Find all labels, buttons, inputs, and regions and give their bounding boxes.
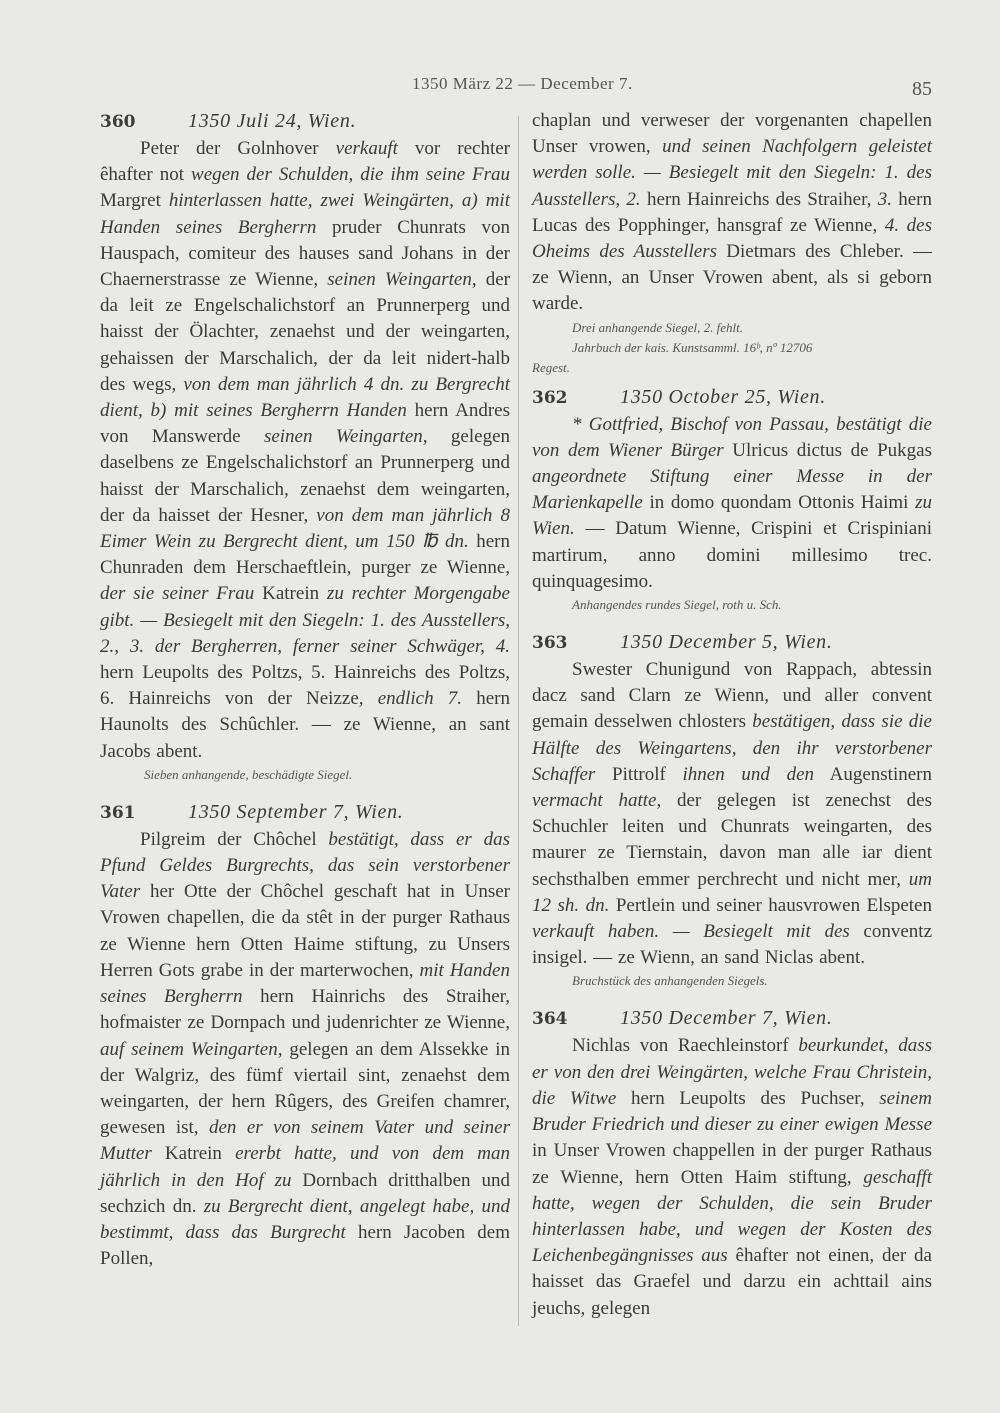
seal-note: Drei anhangende Siegel, 2. fehlt.	[572, 319, 744, 335]
entry-361-continuation	[532, 108, 932, 378]
right-column	[532, 108, 932, 1322]
entry-360	[100, 108, 510, 785]
left-column	[100, 108, 510, 1272]
entry-heading	[532, 384, 932, 411]
running-head	[0, 74, 1000, 98]
entry-text: * Gottfried, Bischof von Passau, bestätigt die von dem Wiener Bürger Ulricus dictus de Pukgas angeordnete Stiftung einer Messe in der Marienkapelle in domo quondam Ottonis Haimi zu Wien. — Datum Wienne, Crispini et Crispiniani martirum, anno domini millesimo trec. quinquagesimo.	[532, 413, 932, 592]
entry-364	[532, 1005, 932, 1321]
regest-note: Regest.	[532, 359, 570, 375]
seal-note: Sieben anhangende, beschädigte Siegel.	[144, 766, 353, 782]
entry-text: Pilgreim der Chôchel bestätigt, dass er das Pfund Geldes Burgrechts, das sein verstorbener Vater her Otte der Chôchel geschaft hat in Unser Vrowen chapellen, die da stêt in der purger Rathaus ze Wienne hern Otten Haime stiftung, zu Unsers Herren Gots grabe in der marterwochen, mit Handen seines Bergherrn hern Hainrichs des Straiher, hofmaister ze Dornpach und judenrichter ze Wienne, auf seinem Weingarten, gelegen an dem Alssekke in der Walgriz, des fümf viertail sint, zenaehst dem weingarten, der hern Rûgers, des Greifen chamrer, gewesen ist, den er von seinem Vater und seiner Mutter Katrein ererbt hatte, und von dem man jährlich in den Hof zu Dornbach dritthalben und sechzich dn. zu Bergrecht dient, angelegt habe, und bestimmt, dass das Burgrecht hern Jacoben dem Pollen,	[100, 828, 511, 1270]
entry-heading	[532, 629, 932, 656]
entry-number: 363	[532, 633, 568, 654]
entry-heading	[100, 799, 510, 826]
entry-text: Peter der Golnhover verkauft vor rechter êhafter not wegen der Schulden, die ihm seine Frau Margret hinterlassen hatte, zwei Weingärten, a) mit Handen seines Bergherrn pruder Chunrats von Hauspach, comiteur des hauses sand Johans in der Chaernerstrasse ze Wienne, seinen Weingarten, der da leit ze Engelschalichstorf an Prunnerperg und haisst der Ölachter, zenaehst und der weingarten, gehaissen der Marschalich, der da leit nidert-halb des wegs, von dem man jährlich 4 dn. zu Bergrecht dient, b) mit seines Bergherrn Handen hern Andres von Manswerde seinen Weingarten, gelegen daselbens ze Engelschalichstorf an Prunnerperg und haisst der Marschalich, zenaehst dem weingarten, der da haisset der Hesner, von dem man jährlich 8 Eimer Wein zu Bergrecht dient, um 150 ℔ dn. hern Chunraden dem Herschaeftlein, purger ze Wienne, der sie seiner Frau Katrein zu rechter Morgengabe gibt. — Besiegelt mit den Siegeln: 1. des Ausstellers, 2., 3. der Bergherren, ferner seiner Schwäger, 4. hern Leupolts des Poltzs, 5. Hainreichs des Poltzs, 6. Hainreichs von der Neizze, endlich 7. hern Haunolts des Schûchler. — ze Wienne, an sant Jacobs abent.	[100, 138, 511, 762]
seal-note: Anhangendes rundes Siegel, roth u. Sch.	[572, 597, 782, 613]
entry-text: Nichlas von Raechleinstorf beurkundet, dass er von den drei Weingärten, welche Frau Christein, die Witwe hern Leupolts des Puchser, seinem Bruder Friedrich und dieser zu einer ewigen Messe in Unser Vrowen chappellen in der purger Rathaus ze Wienne, hern Otten Haim stiftung, geschafft hatte, wegen der Schulden, die sein Bruder hinterlassen habe, und wegen der Kosten des Leichenbegängnisses aus êhafter not einen, der da haisset das Graefel und darzu ein achttail ains jeuchs, gelegen	[532, 1035, 932, 1319]
source-note: Jahrbuch der kais. Kunstsamml. 16ᵇ, nº 12706	[572, 339, 813, 355]
entry-date: 1350 October 25, Wien.	[620, 385, 826, 408]
seal-note: Bruchstück des anhangenden Siegels.	[572, 973, 768, 989]
entry-heading	[532, 1005, 932, 1032]
entry-text: Swester Chunigund von Rappach, abtessin dacz sand Clarn ze Wienn, und aller convent gemain desselwen chlosters bestätigen, dass sie die Hälfte des Weingartens, den ihr verstorbener Schaffer Pittrolf ihnen und den Augenstinern vermacht hatte, der gelegen ist zenechst des Schuchler leiten und Chunrats weingarten, des maurer ze Tiernstain, davon man alle iar dient sechsthalben emmer perchrecht und nicht mer, um 12 sh. dn. Pertlein und seiner hausvrowen Elspeten verkauft haben. — Besiegelt mit des conventz insigel. — ze Wienn, an sand Niclas abent.	[532, 659, 933, 969]
entry-date: 1350 September 7, Wien.	[188, 800, 404, 823]
running-title: 1350 März 22 — December 7.	[412, 74, 633, 93]
entry-number: 364	[532, 1009, 568, 1030]
column-divider	[518, 116, 519, 1326]
entry-date: 1350 December 5, Wien.	[620, 631, 833, 654]
page-number: 85	[912, 78, 932, 100]
entry-362	[532, 384, 932, 615]
entry-number: 361	[100, 802, 136, 823]
entry-number: 360	[100, 112, 136, 132]
entry-363	[532, 629, 932, 991]
entry-361	[100, 799, 510, 1272]
entry-date: 1350 December 7, Wien.	[620, 1007, 833, 1030]
entry-number: 362	[532, 387, 568, 408]
entry-date: 1350 Juli 24, Wien.	[188, 110, 357, 132]
entry-heading	[100, 108, 510, 135]
entry-text: chaplan und verweser der vorgenanten chapellen Unser vrowen, und seinen Nachfolgern geleistet werden solle. — Besiegelt mit den Siegeln: 1. des Ausstellers, 2. hern Hainreichs des Straiher, 3. hern Lucas des Popphinger, hansgraf ze Wienne, 4. des Oheims des Ausstellers Dietmars des Chleber. — ze Wienn, an Unser Vrowen abent, als si geborn warde.	[532, 110, 933, 315]
